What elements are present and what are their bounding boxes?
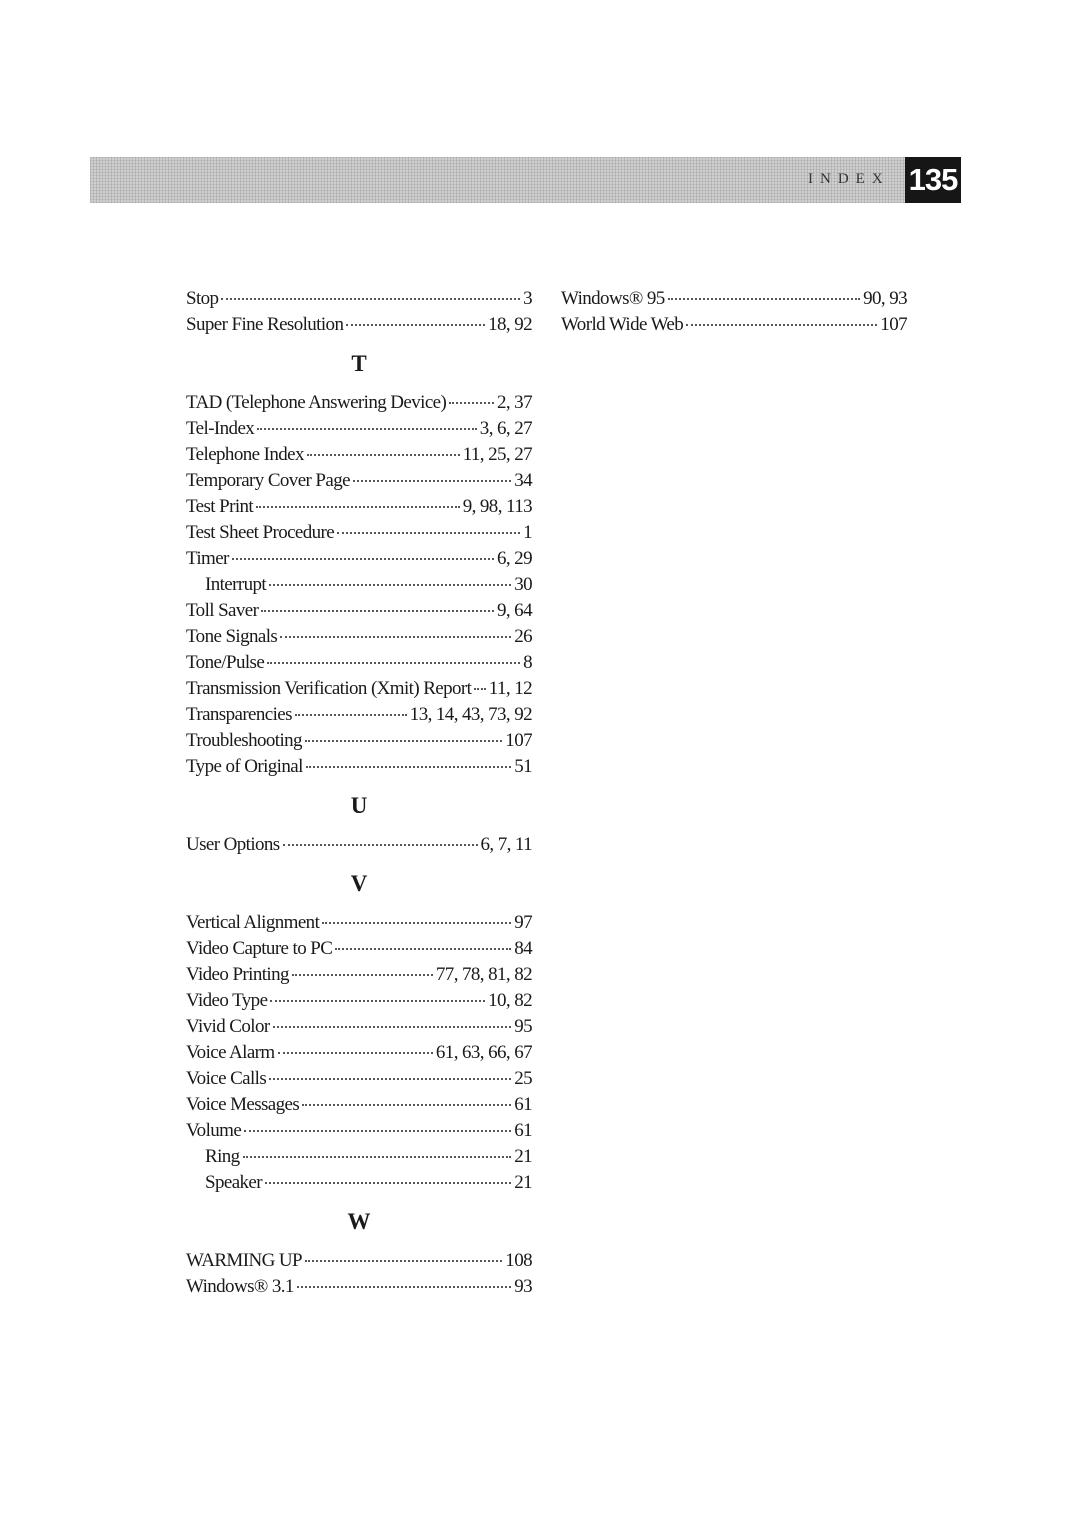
- entry-term: Temporary Cover Page: [186, 470, 350, 491]
- dot-leader: [295, 714, 407, 716]
- entry-pages: 61: [514, 1120, 532, 1141]
- index-subentry: [186, 1170, 532, 1196]
- entry-pages: 21: [514, 1146, 532, 1167]
- entry-term: Ring: [205, 1146, 240, 1167]
- entry-pages: 2, 37: [496, 392, 532, 413]
- dot-leader: [273, 1026, 512, 1028]
- index-entry: [186, 1014, 532, 1040]
- dot-leader: [269, 1078, 511, 1080]
- entry-term: Voice Messages: [186, 1094, 300, 1115]
- dot-leader: [269, 584, 511, 586]
- entry-term: Windows® 3.1: [186, 1276, 294, 1297]
- index-entry: [186, 624, 532, 650]
- entry-term: Volume: [186, 1120, 242, 1141]
- dot-leader: [243, 1156, 512, 1158]
- dot-leader: [306, 766, 511, 768]
- dot-leader: [686, 324, 877, 326]
- dot-leader: [278, 1052, 433, 1054]
- entry-pages: 90, 93: [863, 288, 907, 309]
- entry-term: Type of Original: [186, 756, 303, 777]
- entry-term: Video Printing: [186, 964, 289, 985]
- entry-term: Video Type: [186, 990, 268, 1011]
- entry-pages: 97: [514, 912, 532, 933]
- dot-leader: [322, 922, 511, 924]
- entry-pages: 10, 82: [488, 990, 532, 1011]
- index-entry: [186, 728, 532, 754]
- dot-leader: [668, 298, 860, 300]
- index-entry: [186, 650, 532, 676]
- entry-pages: 61: [514, 1094, 532, 1115]
- entry-term: Voice Alarm: [186, 1042, 275, 1063]
- index-entry: [186, 676, 532, 702]
- dot-leader: [302, 1104, 511, 1106]
- entry-pages: 18, 92: [488, 314, 532, 335]
- dot-leader: [292, 974, 433, 976]
- index-entry: [186, 494, 532, 520]
- dot-leader: [265, 1182, 511, 1184]
- dot-leader: [244, 1130, 511, 1132]
- entry-pages: 3: [523, 288, 532, 309]
- entry-pages: 6, 29: [496, 548, 532, 569]
- entry-pages: 93: [514, 1276, 532, 1297]
- page-number: 135: [905, 157, 961, 203]
- dot-leader: [337, 532, 520, 534]
- entry-term: Interrupt: [205, 574, 267, 595]
- entry-term: Test Sheet Procedure: [186, 522, 335, 543]
- entry-term: Super Fine Resolution: [186, 314, 344, 335]
- dot-leader: [256, 506, 460, 508]
- dot-leader: [305, 1260, 502, 1262]
- index-entry: [186, 312, 532, 338]
- index-entry: [186, 442, 532, 468]
- entry-term: Tone Signals: [186, 626, 278, 647]
- dot-leader: [305, 740, 502, 742]
- entry-pages: 1: [523, 522, 532, 543]
- index-entry: [561, 286, 907, 312]
- dot-leader: [449, 402, 494, 404]
- index-entry: [186, 598, 532, 624]
- entry-term: WARMING UP: [186, 1250, 302, 1271]
- index-entry: [186, 1248, 532, 1274]
- entry-pages: 26: [514, 626, 532, 647]
- index-entry: [186, 936, 532, 962]
- entry-pages: 51: [514, 756, 532, 777]
- entry-term: Timer: [186, 548, 229, 569]
- entry-pages: 11, 12: [488, 678, 532, 699]
- index-entry: [186, 988, 532, 1014]
- index-column-right: [561, 286, 907, 338]
- entry-pages: 30: [514, 574, 532, 595]
- entry-pages: 84: [514, 938, 532, 959]
- letter-heading: V: [350, 871, 368, 896]
- entry-term: Tone/Pulse: [186, 652, 265, 673]
- index-entry: [186, 416, 532, 442]
- index-entry: [186, 832, 532, 858]
- entry-term: World Wide Web: [561, 314, 684, 335]
- dot-leader: [232, 558, 494, 560]
- index-column-left: [186, 286, 532, 1300]
- entry-term: Vertical Alignment: [186, 912, 320, 933]
- index-subentry: [186, 572, 532, 598]
- entry-term: Transparencies: [186, 704, 292, 725]
- entry-pages: 9, 98, 113: [462, 496, 532, 517]
- index-entry: [186, 1118, 532, 1144]
- entry-pages: 34: [514, 470, 532, 491]
- index-entry: [186, 754, 532, 780]
- index-entry: [186, 546, 532, 572]
- index-entry: [186, 962, 532, 988]
- index-entry: [186, 910, 532, 936]
- entry-pages: 107: [505, 730, 532, 751]
- entry-term: Telephone Index: [186, 444, 304, 465]
- entry-term: Stop: [186, 288, 219, 309]
- dot-leader: [261, 610, 494, 612]
- index-entry: [561, 312, 907, 338]
- index-entry: [186, 1274, 532, 1300]
- dot-leader: [267, 662, 520, 664]
- entry-term: Vivid Color: [186, 1016, 270, 1037]
- entry-pages: 9, 64: [496, 600, 532, 621]
- entry-pages: 3, 6, 27: [479, 418, 532, 439]
- entry-pages: 21: [514, 1172, 532, 1193]
- entry-term: Toll Saver: [186, 600, 259, 621]
- index-subentry: [186, 1144, 532, 1170]
- index-entry: [186, 468, 532, 494]
- section-label: INDEX: [808, 171, 890, 187]
- entry-term: Windows® 95: [561, 288, 665, 309]
- entry-term: Tel-Index: [186, 418, 255, 439]
- dot-leader: [335, 948, 511, 950]
- entry-term: User Options: [186, 834, 280, 855]
- dot-leader: [474, 688, 485, 690]
- dot-leader: [353, 480, 511, 482]
- entry-pages: 77, 78, 81, 82: [435, 964, 532, 985]
- letter-heading: W: [347, 1209, 371, 1234]
- entry-pages: 108: [505, 1250, 532, 1271]
- index-entry: [186, 1092, 532, 1118]
- dot-leader: [283, 844, 478, 846]
- dot-leader: [257, 428, 477, 430]
- entry-pages: 11, 25, 27: [462, 444, 532, 465]
- entry-pages: 95: [514, 1016, 532, 1037]
- entry-pages: 25: [514, 1068, 532, 1089]
- index-entry: [186, 286, 532, 312]
- letter-heading: U: [350, 793, 368, 818]
- entry-term: Transmission Verification (Xmit) Report: [186, 678, 472, 699]
- entry-pages: 13, 14, 43, 73, 92: [409, 704, 532, 725]
- index-entry: [186, 702, 532, 728]
- dot-leader: [307, 454, 460, 456]
- dot-leader: [270, 1000, 485, 1002]
- entry-term: Speaker: [205, 1172, 262, 1193]
- index-entry: [186, 390, 532, 416]
- entry-pages: 6, 7, 11: [480, 834, 532, 855]
- entry-term: Test Print: [186, 496, 254, 517]
- entry-term: Voice Calls: [186, 1068, 267, 1089]
- entry-pages: 61, 63, 66, 67: [435, 1042, 532, 1063]
- dot-leader: [297, 1286, 511, 1288]
- letter-heading: T: [351, 351, 367, 376]
- dot-leader: [346, 324, 485, 326]
- entry-pages: 107: [880, 314, 907, 335]
- dot-leader: [221, 298, 520, 300]
- dot-leader: [280, 636, 511, 638]
- entry-term: Troubleshooting: [186, 730, 302, 751]
- entry-pages: 8: [523, 652, 532, 673]
- index-entry: [186, 1066, 532, 1092]
- index-entry: [186, 1040, 532, 1066]
- entry-term: TAD (Telephone Answering Device): [186, 392, 447, 413]
- entry-term: Video Capture to PC: [186, 938, 333, 959]
- index-entry: [186, 520, 532, 546]
